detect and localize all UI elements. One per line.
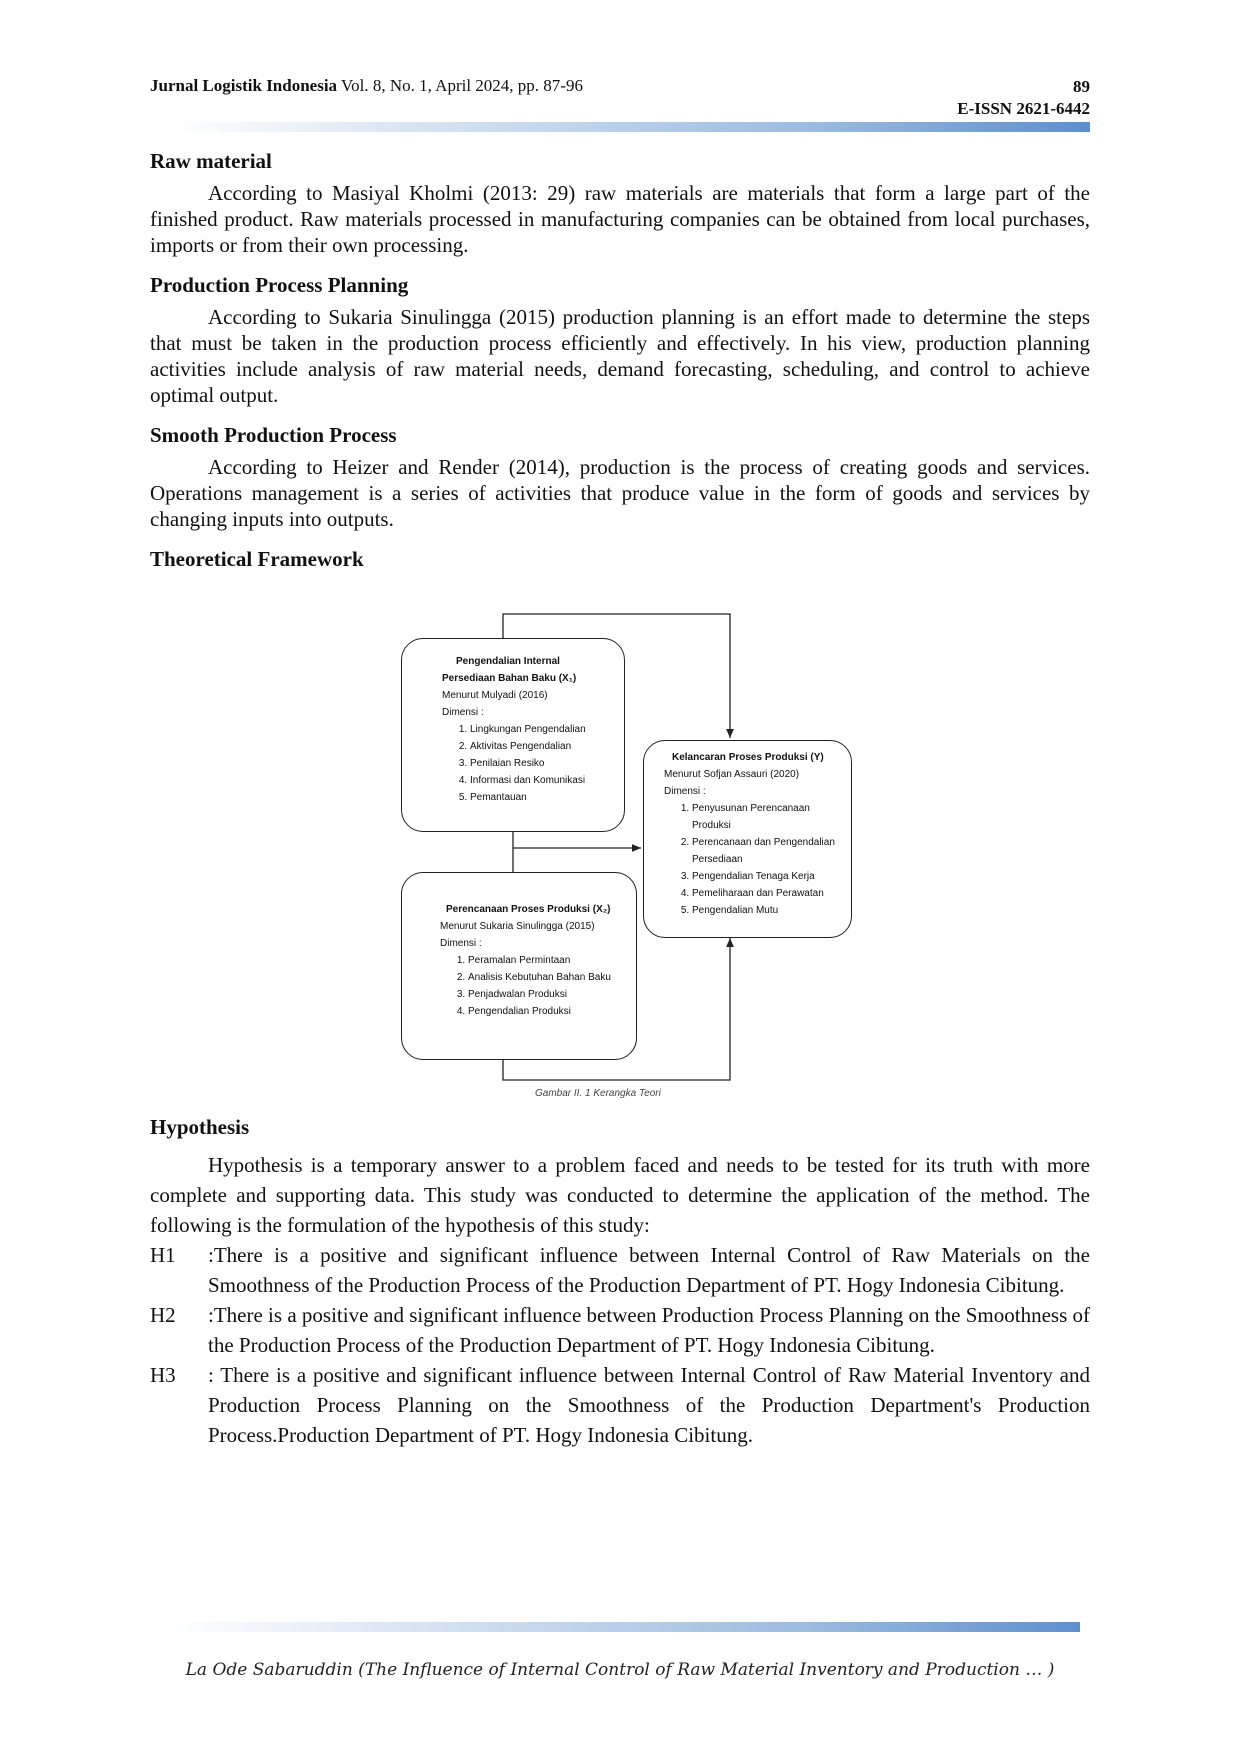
y-source: Menurut Sofjan Assauri (2020) <box>664 769 800 780</box>
hypothesis-code: H2 <box>150 1303 176 1327</box>
section-heading-theoretical-framework: Theoretical Framework <box>150 547 364 571</box>
hypothesis-text: :There is a positive and significant influence between Production Process Planning on the Smoothness of the Production Process of the Production Department of PT. Hogy Indonesia Cibitung. <box>208 1303 1090 1357</box>
x1-source: Menurut Mulyadi (2016) <box>442 690 548 701</box>
footer-divider <box>170 1622 1080 1632</box>
y-dimension-label: Dimensi : <box>664 786 706 797</box>
hypothesis-code: H3 <box>150 1363 176 1387</box>
section-heading-raw-material: Raw material <box>150 149 272 173</box>
box-internal-control-x1 <box>401 638 625 832</box>
journal-volume: Vol. 8, No. 1, April 2024, pp. 87-96 <box>341 76 583 95</box>
x1-title-line1: Pengendalian Internal <box>456 656 560 667</box>
x1-dimension-item: 2. Aktivitas Pengendalian <box>470 738 624 755</box>
hypothesis-item <box>150 1240 1090 1300</box>
hypothesis-text: : There is a positive and significant influence between Internal Control of Raw Material Inventory and Production Process Planning on the Smoothness of the Production Department's Production Process.Production Department of PT. Hogy Indonesia Cibitung. <box>208 1363 1090 1447</box>
hypothesis-heading: Hypothesis <box>150 1115 250 1139</box>
framework-diagram <box>395 608 855 1108</box>
section-heading-production-planning: Production Process Planning <box>150 273 409 297</box>
issn: E-ISSN 2621-6442 <box>957 99 1090 118</box>
section-paragraph-raw-material: According to Masiyal Kholmi (2013: 29) raw materials are materials that form a large part of the finished product. Raw materials processed in manufacturing companies can be obtained from local purchases, imports or from their own processing. <box>150 181 1090 257</box>
box-smooth-production-y <box>643 740 852 938</box>
header-divider <box>170 122 1090 132</box>
header-right <box>957 76 1090 120</box>
hypothesis-section <box>150 1112 1090 1450</box>
x2-dimension-item: 2. Analisis Kebutuhan Bahan Baku <box>468 969 636 986</box>
x1-dimension-list <box>442 721 624 806</box>
footer-running-title: La Ode Sabaruddin (The Influence of Internal Control of Raw Material Inventory and Production … ) <box>185 1660 1055 1680</box>
box-production-planning-x2 <box>401 872 637 1060</box>
hypothesis-item <box>150 1360 1090 1450</box>
x1-dimension-item: 1. Lingkungan Pengendalian <box>470 721 624 738</box>
x1-dimension-item: 4. Informasi dan Komunikasi <box>470 772 624 789</box>
hypothesis-code: H1 <box>150 1243 176 1267</box>
section-paragraph-smooth-production: According to Heizer and Render (2014), production is the process of creating goods and services. Operations management is a series of activities that produce value in the form of goods and services by changing inputs into outputs. <box>150 455 1090 531</box>
y-dimension-item: 4. Pemeliharaan dan Perawatan <box>692 885 845 902</box>
main-content <box>150 146 1090 574</box>
journal-name: Jurnal Logistik Indonesia <box>150 76 338 95</box>
x2-dimension-label: Dimensi : <box>440 938 482 949</box>
x2-dimension-item: 1. Peramalan Permintaan <box>468 952 636 969</box>
x1-dimension-item: 3. Penilaian Resiko <box>470 755 624 772</box>
y-dimension-item: 2. Perencanaan dan Pengendalian Persediaan <box>692 834 845 868</box>
section-paragraph-production-planning: According to Sukaria Sinulingga (2015) production planning is an effort made to determine the steps that must be taken in the production process efficiently and effectively. In his view, production planning activities include analysis of raw material needs, demand forecasting, scheduling, and control to achieve optimal output. <box>150 305 1090 407</box>
hypothesis-text: :There is a positive and significant influence between Internal Control of Raw Materials on the Smoothness of the Production Process of the Production Department of PT. Hogy Indonesia Cibitung. <box>208 1243 1090 1297</box>
y-title: Kelancaran Proses Produksi (Y) <box>672 752 824 763</box>
page-number: 89 <box>1073 77 1090 96</box>
x1-dimension-item: 5. Pemantauan <box>470 789 624 806</box>
hypothesis-item <box>150 1300 1090 1360</box>
y-dimension-list <box>664 800 851 919</box>
x2-dimension-item: 4. Pengendalian Produksi <box>468 1003 636 1020</box>
x2-source: Menurut Sukaria Sinulingga (2015) <box>440 921 595 932</box>
y-dimension-item: 1. Penyusunan Perencanaan Produksi <box>692 800 845 834</box>
x2-dimension-list <box>440 952 636 1020</box>
figure-caption: Gambar II. 1 Kerangka Teori <box>535 1088 661 1099</box>
x2-title: Perencanaan Proses Produksi (X₂) <box>446 904 611 915</box>
x2-dimension-item: 3. Penjadwalan Produksi <box>468 986 636 1003</box>
section-heading-smooth-production: Smooth Production Process <box>150 423 397 447</box>
hypothesis-intro: Hypothesis is a temporary answer to a problem faced and needs to be tested for its truth with more complete and supporting data. This study was conducted to determine the application of the method. The following is the formulation of the hypothesis of this study: <box>150 1153 1090 1237</box>
y-dimension-item: 3. Pengendalian Tenaga Kerja <box>692 868 845 885</box>
x1-dimension-label: Dimensi : <box>442 707 484 718</box>
journal-citation <box>150 76 583 96</box>
y-dimension-item: 5. Pengendalian Mutu <box>692 902 845 919</box>
x1-title-line2: Persediaan Bahan Baku (X₁) <box>442 673 577 684</box>
